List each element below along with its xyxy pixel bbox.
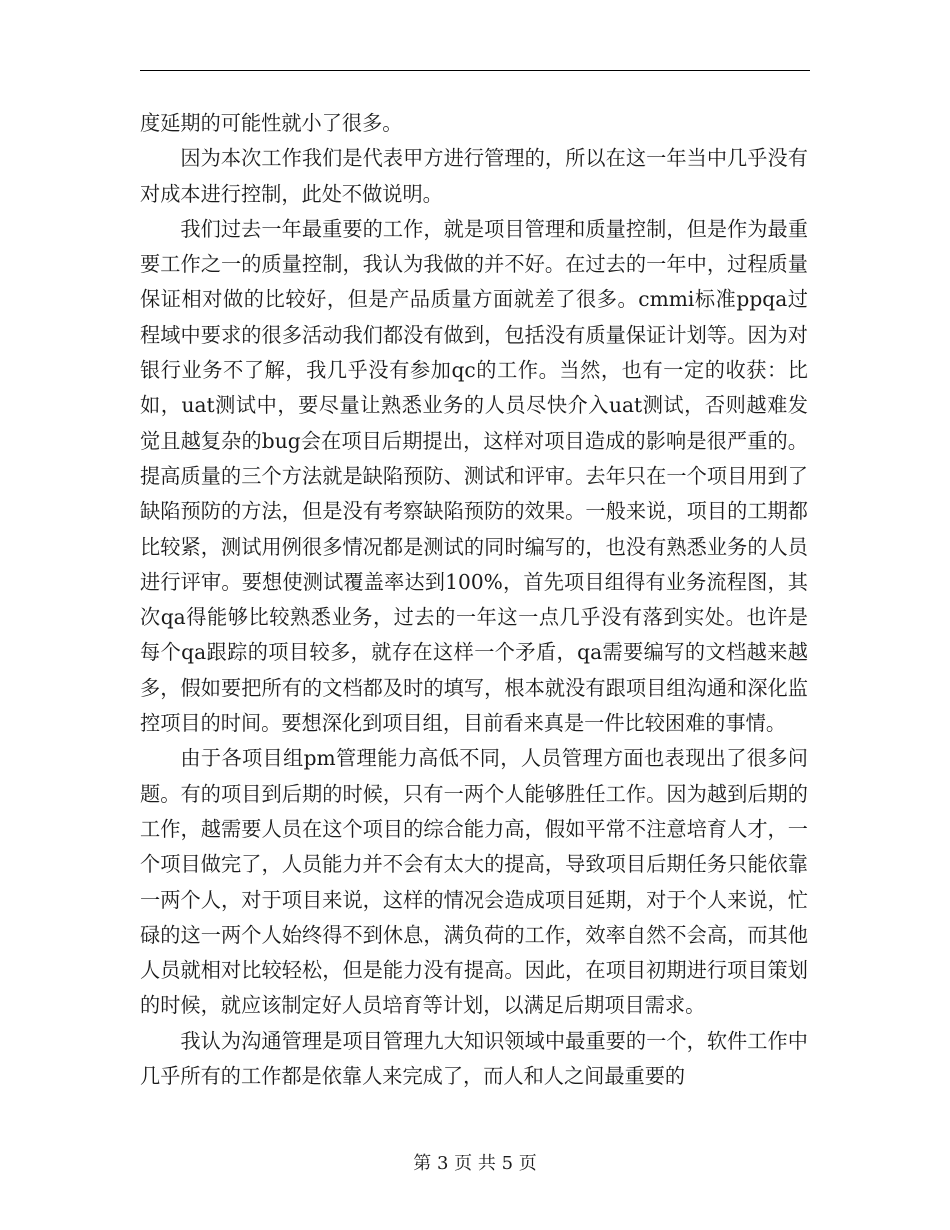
page-number-footer: 第 3 页 共 5 页 bbox=[413, 1153, 537, 1174]
document-body bbox=[140, 106, 808, 1094]
paragraph-staff-management: 由于各项目组pm管理能力高低不同，人员管理方面也表现出了很多问题。有的项目到后期的时候，只有一两个人能够胜任工作。因为越到后期的工作，越需要人员在这个项目的综合能力高，假如平常不注意培育人才，一个项目做完了，人员能力并不会有太大的提高，导致项目后期任务只能依靠一两个人，对于项目来说，这样的情况会造成项目延期，对于个人来说，忙碌的这一两个人始终得不到休息，满负荷的工作，效率自然不会高，而其他人员就相对比较轻松，但是能力没有提高。因此，在项目初期进行项目策划的时候，就应该制定好人员培育等计划，以满足后期项目需求。 bbox=[140, 746, 808, 1018]
paragraph-quality-control: 我们过去一年最重要的工作，就是项目管理和质量控制，但是作为最重要工作之一的质量控制，我认为我做的并不好。在过去的一年中，过程质量保证相对做的比较好，但是产品质量方面就差了很多。cmmi标准ppqa过程域中要求的很多活动我们都没有做到，包括没有质量保证计划等。因为对银行业务不了解，我几乎没有参加qc的工作。当然，也有一定的收获：比如，uat测试中，要尽量让熟悉业务的人员尽快介入uat测试，否则越难发觉且越复杂的bug会在项目后期提出，这样对项目造成的影响是很严重的。提高质量的三个方法就是缺陷预防、测试和评审。去年只在一个项目用到了缺陷预防的方法，但是没有考察缺陷预防的效果。一般来说，项目的工期都比较紧，测试用例很多情况都是测试的同时编写的，也没有熟悉业务的人员进行评审。要想使测试覆盖率达到100%，首先项目组得有业务流程图，其次qa得能够比较熟悉业务，过去的一年这一点几乎没有落到实处。也许是每个qa跟踪的项目较多，就存在这样一个矛盾，qa需要编写的文档越来越多，假如要把所有的文档都及时的填写，根本就没有跟项目组沟通和深化监控项目的时间。要想深化到项目组，目前看来真是一件比较困难的事情。 bbox=[140, 216, 808, 736]
paragraph-continuation: 度延期的可能性就小了很多。 bbox=[140, 111, 403, 135]
header-rule bbox=[140, 70, 810, 71]
paragraph-communication: 我认为沟通管理是项目管理九大知识领域中最重要的一个，软件工作中几乎所有的工作都是依靠人来完成了，而人和人之间最重要的 bbox=[140, 1028, 808, 1089]
paragraph-cost-control: 因为本次工作我们是代表甲方进行管理的，所以在这一年当中几乎没有对成本进行控制，此处不做说明。 bbox=[140, 146, 808, 206]
